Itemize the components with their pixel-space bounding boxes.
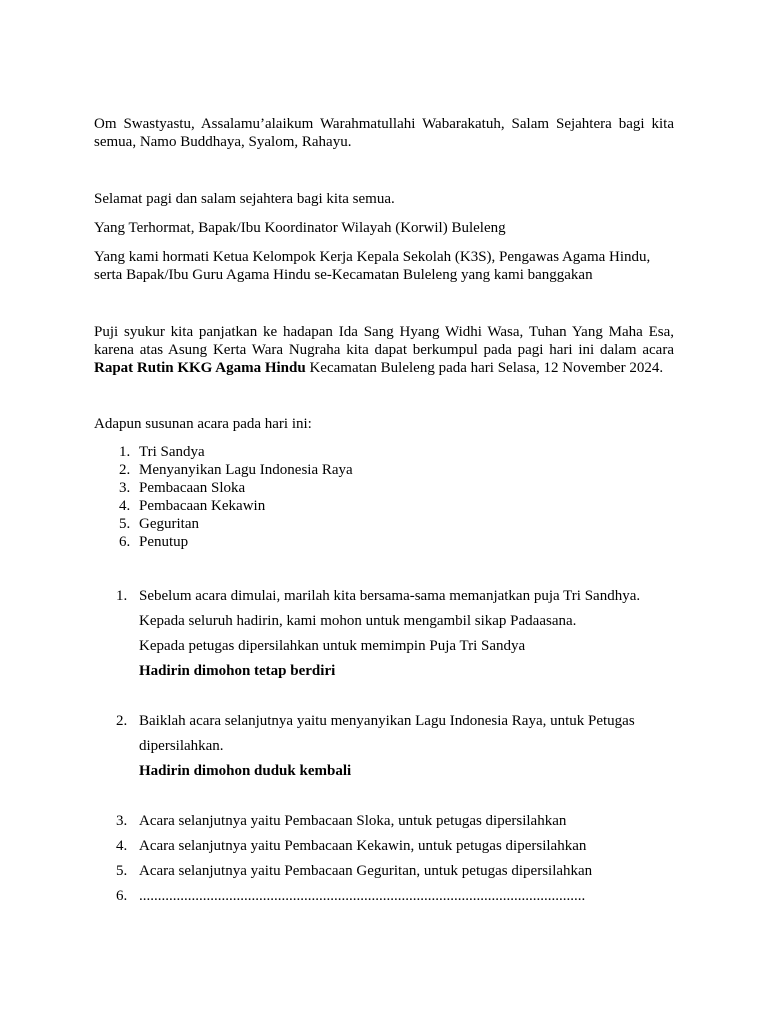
step-number: 6. bbox=[116, 888, 128, 904]
list-text: Pembacaan Kekawin bbox=[139, 498, 266, 514]
step-4 bbox=[94, 834, 674, 859]
list-item bbox=[94, 479, 674, 497]
event-name: Rapat Rutin KKG Agama Hindu bbox=[94, 360, 306, 376]
step-number: 2. bbox=[116, 713, 128, 729]
list-item bbox=[94, 461, 674, 479]
list-text: Menyanyikan Lagu Indonesia Raya bbox=[139, 462, 353, 478]
list-item bbox=[94, 443, 674, 461]
agenda-list bbox=[94, 443, 674, 551]
step-1-line-2: Kepada seluruh hadirin, kami mohon untuk mengambil sikap Padaasana. bbox=[139, 613, 577, 629]
list-number: 3. bbox=[119, 480, 131, 496]
honored-paragraph: Yang kami hormati Ketua Kelompok Kerja Kepala Sekolah (K3S), Pengawas Agama Hindu, serta Bapak/Ibu Guru Agama Hindu se-Kecamatan Buleleng yang kami banggakan bbox=[94, 249, 651, 283]
greeting-paragraph: Om Swastyastu, Assalamu’alaikum Warahmatullahi Wabarakatuh, Salam Sejahtera bagi kita semua, Namo Buddhaya, Syalom, Rahayu. bbox=[94, 116, 674, 150]
list-number: 1. bbox=[119, 444, 131, 460]
morning-greeting: Selamat pagi dan salam sejahtera bagi kita semua. bbox=[94, 191, 395, 207]
step-5-text: Acara selanjutnya yaitu Pembacaan Geguritan, untuk petugas dipersilahkan bbox=[139, 863, 593, 879]
step-3 bbox=[94, 809, 674, 834]
list-text: Tri Sandya bbox=[139, 444, 205, 460]
list-text: Pembacaan Sloka bbox=[139, 480, 246, 496]
list-number: 5. bbox=[119, 516, 131, 532]
step-2 bbox=[94, 709, 674, 784]
gratitude-text-after: Kecamatan Buleleng pada hari Selasa, 12 November 2024. bbox=[305, 360, 664, 376]
list-number: 6. bbox=[119, 534, 131, 550]
step-5 bbox=[94, 859, 674, 884]
step-6-placeholder: ....................................................................................................................... bbox=[139, 888, 586, 904]
list-text: Geguritan bbox=[139, 516, 199, 532]
step-number: 3. bbox=[116, 813, 128, 829]
step-3-text: Acara selanjutnya yaitu Pembacaan Sloka, untuk petugas dipersilahkan bbox=[139, 813, 567, 829]
step-1-instruction: Hadirin dimohon tetap berdiri bbox=[139, 663, 336, 679]
step-1-line-3: Kepada petugas dipersilahkan untuk memimpin Puja Tri Sandya bbox=[139, 638, 526, 654]
list-item bbox=[94, 515, 674, 533]
step-1 bbox=[94, 584, 674, 684]
step-2-line-1: Baiklah acara selanjutnya yaitu menyanyikan Lagu Indonesia Raya, untuk Petugas dipersilahkan. bbox=[139, 713, 635, 754]
list-number: 2. bbox=[119, 462, 131, 478]
step-4-text: Acara selanjutnya yaitu Pembacaan Kekawin, untuk petugas dipersilahkan bbox=[139, 838, 587, 854]
list-item bbox=[94, 497, 674, 515]
gratitude-paragraph bbox=[94, 323, 674, 377]
gratitude-text-before: Puji syukur kita panjatkan ke hadapan Ida Sang Hyang Widhi Wasa, Tuhan Yang Maha Esa, karena atas Asung Kerta Wara Nugraha kita dapat berkumpul pada pagi hari ini dalam acara bbox=[94, 324, 674, 358]
step-2-instruction: Hadirin dimohon duduk kembali bbox=[139, 763, 352, 779]
step-number: 1. bbox=[116, 588, 128, 604]
step-6 bbox=[94, 884, 674, 909]
list-text: Penutup bbox=[139, 534, 189, 550]
list-number: 4. bbox=[119, 498, 131, 514]
step-1-line-1: Sebelum acara dimulai, marilah kita bersama-sama memanjatkan puja Tri Sandhya. bbox=[139, 588, 641, 604]
step-number: 4. bbox=[116, 838, 128, 854]
document-page bbox=[94, 115, 674, 909]
step-number: 5. bbox=[116, 863, 128, 879]
respected-line: Yang Terhormat, Bapak/Ibu Koordinator Wilayah (Korwil) Buleleng bbox=[94, 220, 506, 236]
agenda-intro: Adapun susunan acara pada hari ini: bbox=[94, 416, 312, 432]
list-item bbox=[94, 533, 674, 551]
